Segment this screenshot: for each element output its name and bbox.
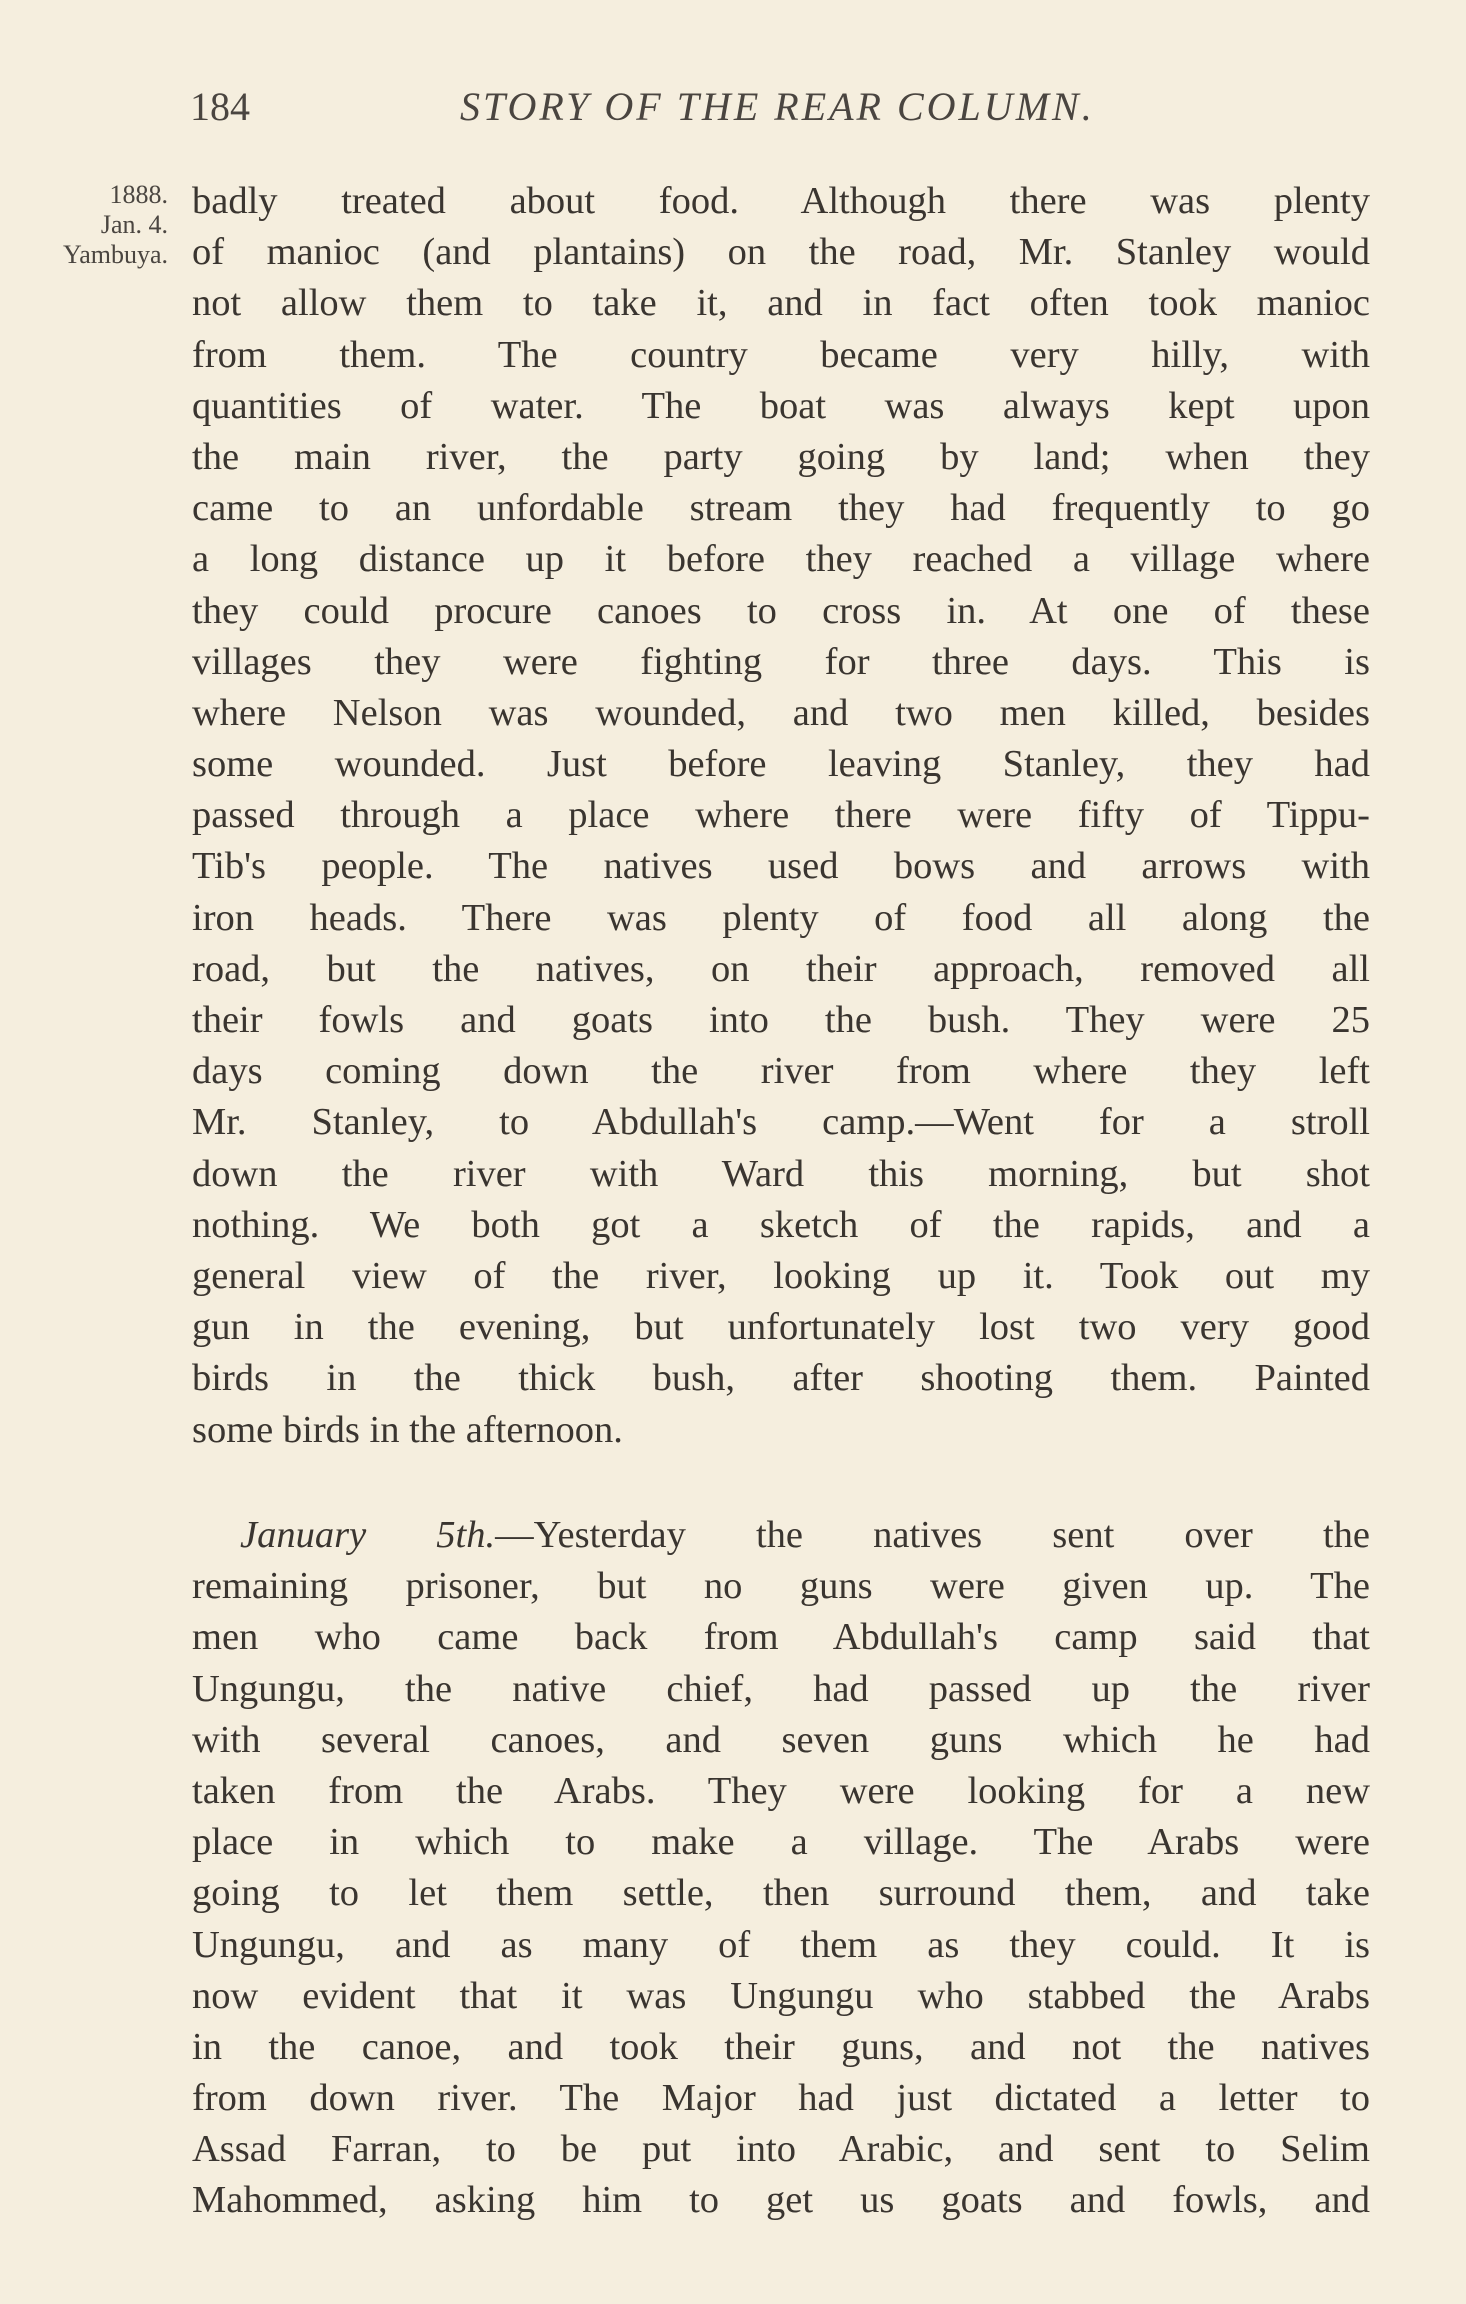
margin-note-year: 1888. (109, 180, 168, 209)
margin-note-date: Jan. 4. (100, 210, 168, 239)
text-line: now evident that it was Ungungu who stabbed the Arabs (192, 1974, 1370, 2017)
text-line: days coming down the river from where they left (192, 1050, 1370, 1093)
text-line: Ungungu, the native chief, had passed up the river (192, 1667, 1370, 1710)
text-line: down the river with Ward this morning, but shot (192, 1152, 1370, 1195)
text-line: iron heads. There was plenty of food all along the (192, 896, 1370, 939)
text-line: Mahommed, asking him to get us goats and fowls, and (192, 2179, 1370, 2222)
text-line: villages they were fighting for three days. This is (192, 640, 1370, 683)
text-line: nothing. We both got a sketch of the rapids, and a (192, 1203, 1370, 1246)
text-line: from down river. The Major had just dictated a letter to (192, 2077, 1370, 2120)
text-line: Tib's people. The natives used bows and arrows with (192, 845, 1370, 888)
page-header (190, 82, 1370, 132)
text-line: a long distance up it before they reached a village where (192, 538, 1370, 581)
text-line: Mr. Stanley, to Abdullah's camp.—Went for a stroll (192, 1101, 1370, 1144)
paragraph-1 (192, 176, 1370, 1456)
text-line: where Nelson was wounded, and two men killed, besides (192, 691, 1370, 734)
page-number: 184 (190, 84, 250, 129)
text-line: going to let them settle, then surround them, and take (192, 1872, 1370, 1915)
text-line: birds in the thick bush, after shooting them. Painted (192, 1357, 1370, 1400)
text-line: in the canoe, and took their guns, and not the natives (192, 2025, 1370, 2068)
running-title: STORY OF THE REAR COLUMN. (460, 84, 1095, 129)
text-line: place in which to make a village. The Arabs were (192, 1821, 1370, 1864)
text-line: they could procure canoes to cross in. At one of these (192, 589, 1370, 632)
text-line-first (192, 1510, 1370, 1561)
text-line: remaining prisoner, but no guns were given up. The (192, 1565, 1370, 1608)
text-line: men who came back from Abdullah's camp said that (192, 1616, 1370, 1659)
margin-note (8, 180, 178, 270)
margin-note-place: Yambuya. (63, 240, 168, 269)
text-line: quantities of water. The boat was always kept upon (192, 384, 1370, 427)
date-heading: January 5th. (240, 1514, 496, 1556)
paragraph-2 (192, 1510, 1370, 2227)
text-line: gun in the evening, but unfortunately lost two very good (192, 1306, 1370, 1349)
text-line: taken from the Arabs. They were looking for a new (192, 1769, 1370, 1812)
text-line: road, but the natives, on their approach, removed all (192, 947, 1370, 990)
text-line: Assad Farran, to be put into Arabic, and sent to Selim (192, 2128, 1370, 2171)
text-line: with several canoes, and seven guns which he had (192, 1718, 1370, 1761)
first-line-text: —Yesterday the natives sent over the (495, 1514, 1370, 1556)
text-line: not allow them to take it, and in fact often took manioc (192, 282, 1370, 325)
text-line: some wounded. Just before leaving Stanley, they had (192, 743, 1370, 786)
text-line: passed through a place where there were fifty of Tippu- (192, 794, 1370, 837)
text-line: general view of the river, looking up it. Took out my (192, 1254, 1370, 1297)
text-line: the main river, the party going by land; when they (192, 435, 1370, 478)
text-line: Ungungu, and as many of them as they could. It is (192, 1923, 1370, 1966)
text-line: their fowls and goats into the bush. They were 25 (192, 999, 1370, 1041)
text-line: some birds in the afternoon. (192, 1408, 623, 1451)
text-line: from them. The country became very hilly, with (192, 333, 1370, 376)
text-line: of manioc (and plantains) on the road, Mr. Stanley would (192, 231, 1370, 274)
text-line: badly treated about food. Although there was plenty (192, 180, 1370, 222)
text-line: came to an unfordable stream they had frequently to go (192, 487, 1370, 530)
